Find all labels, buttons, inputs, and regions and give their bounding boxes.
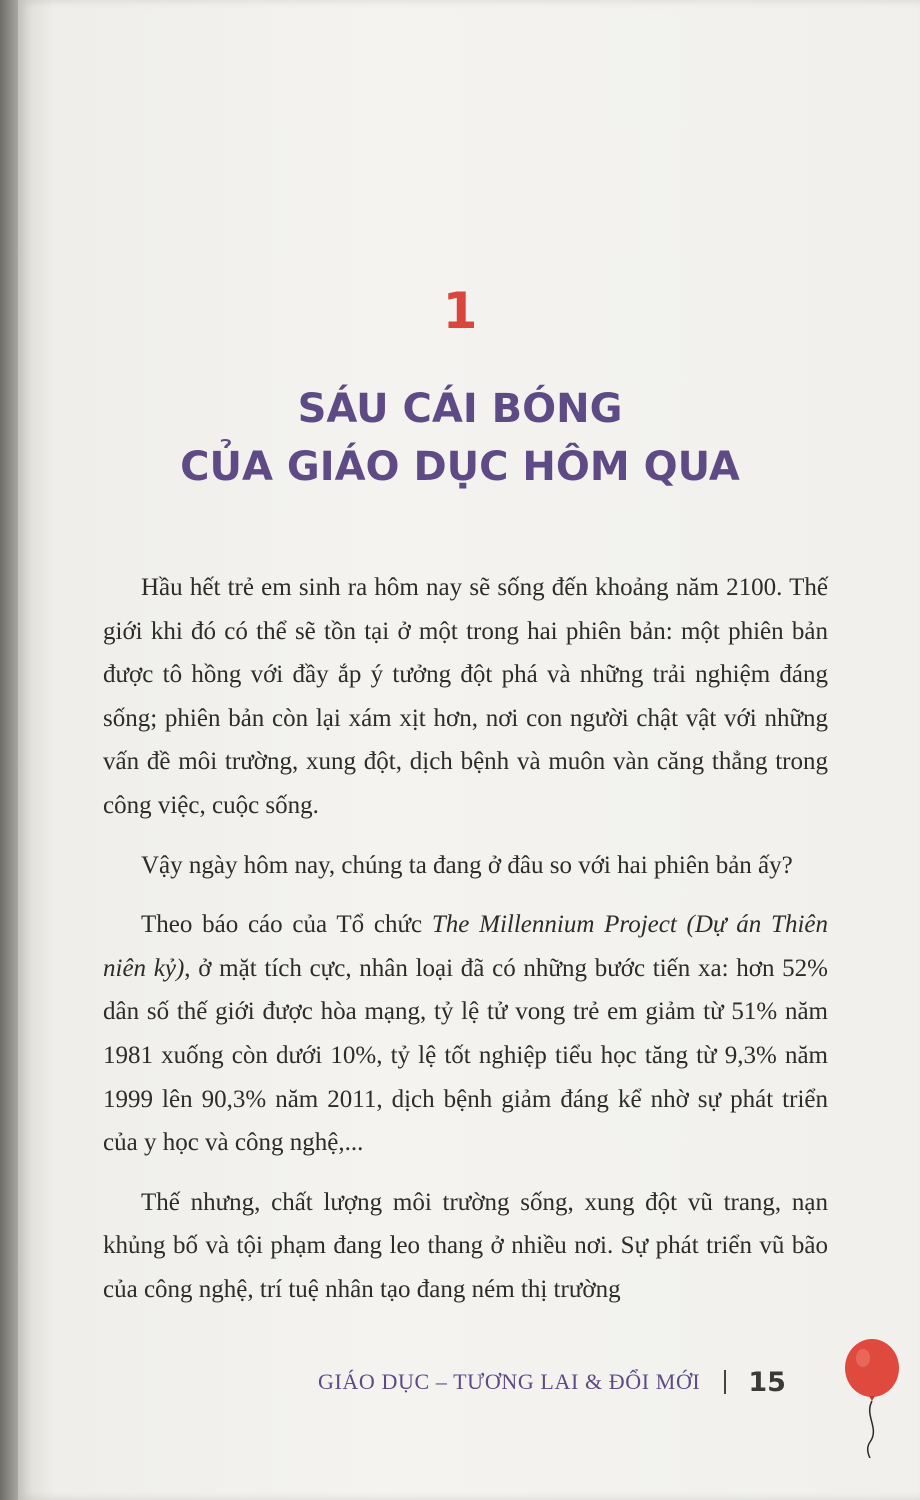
paragraph-4: Thế nhưng, chất lượng môi trường sống, xung đột vũ trang, nạn khủng bố và tội phạm đang leo thang ở nhiều nơi. Sự phát triển vũ bão của công nghệ, trí tuệ nhân tạo đang ném thị trường [103,1188,828,1303]
running-title: GIÁO DỤC – TƯƠNG LAI & ĐỔI MỚI [318,1369,701,1394]
book-spine-shadow [0,0,18,1500]
paragraph-1: Hầu hết trẻ em sinh ra hôm nay sẽ sống đến khoảng năm 2100. Thế giới khi đó có thể sẽ tồn tại ở một trong hai phiên bản: một phiên bản được tô hồng với đầy ắp ý tưởng đột phá và những trải nghiệm đáng sống; phiên bản còn lại xám xịt hơn, nơi con người chật vật với những vấn đề môi trường, xung đột, dịch bệnh và muôn vàn căng thẳng trong công việc, cuộc sống. [103,574,828,819]
balloon-icon [840,1338,904,1458]
page-footer [318,1362,786,1402]
page-number: 15 [748,1366,786,1398]
paragraph-2: Vậy ngày hôm nay, chúng ta đang ở đâu so với hai phiên bản ấy? [141,851,793,879]
chapter-number: 1 [442,282,478,340]
chapter-title [0,380,920,496]
paragraph-3-before: Theo báo cáo của Tổ chức [141,911,432,939]
chapter-title-line-1: SÁU CÁI BÓNG [297,386,623,432]
footer-divider [724,1370,726,1394]
chapter-title-line-2: CỦA GIÁO DỤC HÔM QUA [180,444,740,490]
body-text [103,566,828,1328]
paragraph-3 [103,903,828,1165]
paragraph-3-after: , ở mặt tích cực, nhân loại đã có những bước tiến xa: hơn 52% dân số thế giới được hòa mạng, tỷ lệ tử vong trẻ em giảm từ 51% năm 1981 xuống còn dưới 10%, tỷ lệ tốt nghiệp tiểu học tăng từ 9,3% năm 1999 lên 90,3% năm 2011, dịch bệnh giảm đáng kể nhờ sự phát triển của y học và công nghệ,... [103,954,828,1157]
project-name-italic: The Millennium Project (Dự án Thiên niên kỷ) [103,911,828,982]
